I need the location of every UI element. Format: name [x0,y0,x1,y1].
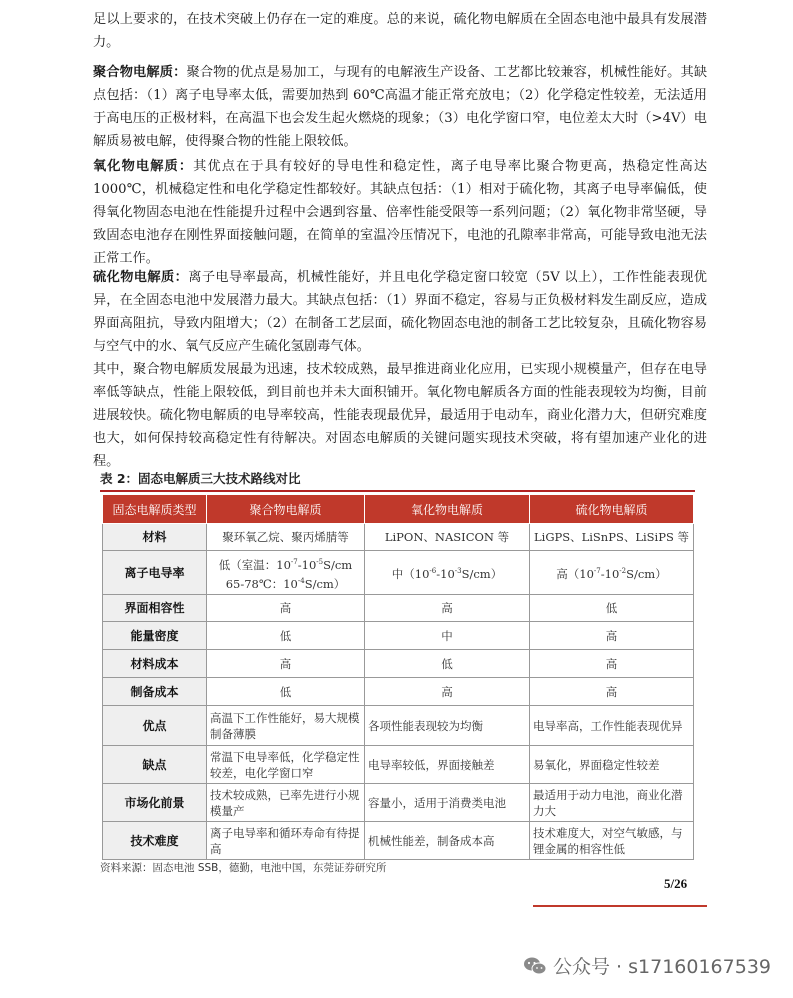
row-label: 材料 [103,524,207,551]
row-label: 材料成本 [103,650,207,678]
table-top-rule [100,490,695,492]
sulfide-title: 硫化物电解质： [93,270,189,285]
cell-sulfide: LiGPS、LiSnPS、LiSiPS 等 [530,524,694,551]
header-oxide: 氧化物电解质 [365,495,530,524]
polymer-title: 聚合物电解质： [93,65,187,80]
table-row [103,678,694,706]
row-label: 能量密度 [103,622,207,650]
cell-polymer: 低 [207,678,365,706]
cell-oxide: 中 [365,622,530,650]
cell-oxide: 高 [365,678,530,706]
row-label: 离子电导率 [103,551,207,595]
cell-sulfide: 高 [530,678,694,706]
cell-oxide: 低 [365,650,530,678]
table-row [103,822,694,860]
cell-sulfide: 高 [530,622,694,650]
cell-polymer: 高温下工作性能好，易大规模制备薄膜 [207,706,365,746]
sulfide-paragraph [93,266,707,358]
conductivity-polymer-line1: 低（室温：$10^{-7}-10^{-5}S/cm$ [218,557,353,572]
oxide-paragraph [93,155,707,270]
row-label: 界面相容性 [103,595,207,622]
intro-text: 足以上要求的，在技术突破上仍存在一定的难度。总的来说，硫化物电解质在全固态电池中最具有发展潜力。 [93,12,707,50]
header-sulfide: 硫化物电解质 [530,495,694,524]
cell-sulfide: 高 [530,650,694,678]
wechat-icon [523,956,547,976]
summary-paragraph [93,358,707,473]
footer-rule [533,905,707,907]
cell-polymer: 常温下电导率低，化学稳定性较差，电化学窗口窄 [207,746,365,784]
cell-sulfide: 技术难度大，对空气敏感，与锂金属的相容性低 [530,822,694,860]
table-caption: 表 2：固态电解质三大技术路线对比 [100,471,301,486]
header-type: 固态电解质类型 [103,495,207,524]
cell-oxide: 电导率较低，界面接触差 [365,746,530,784]
polymer-paragraph [93,61,707,153]
table-row [103,622,694,650]
cell-polymer: 低 [207,622,365,650]
table-row [103,524,694,551]
table-source: 资料来源：固态电池 SSB，德勤，电池中国，东莞证券研究所 [100,862,387,874]
intro-paragraph [93,8,707,54]
cell-polymer: 高 [207,595,365,622]
row-label: 技术难度 [103,822,207,860]
cell-sulfide: 低 [530,595,694,622]
table-row [103,650,694,678]
table-row [103,595,694,622]
comparison-table [102,494,694,860]
cell-sulfide: 易氧化，界面稳定性较差 [530,746,694,784]
table-row [103,784,694,822]
cell-oxide: 机械性能差，制备成本高 [365,822,530,860]
polymer-text: 聚合物的优点是易加工，与现有的电解液生产设备、工艺都比较兼容，机械性能好。其缺点包括：（1）离子电导率太低，需要加热到 60℃高温才能正常充放电；（2）化学稳定性较差，无法适用于高电压的正极材料，在高温下也会发生起火燃烧的现象；（3）电化学窗口窄，电位差太大时（>4V）电解质易被电解，使得聚合物的性能上限较低。 [93,65,708,149]
cell-sulfide: 电导率高，工作性能表现优异 [530,706,694,746]
watermark-text: 公众号 · s17160167539 [553,956,771,978]
header-polymer: 聚合物电解质 [207,495,365,524]
cell-sulfide: 最适用于动力电池，商业化潜力大 [530,784,694,822]
row-label: 优点 [103,706,207,746]
summary-text: 其中，聚合物电解质发展最为迅速，技术较成熟，最早推进商业化应用，已实现小规模量产，但存在电导率低等缺点，性能上限较低，到目前也并未大面积铺开。氧化物电解质各方面的性能表现较为均衡，目前进展较快。硫化物电解质的电导率较高，性能表现最优异，最适用于电动车，商业化潜力大，但研究难度也大，如何保持较高稳定性有待解决。对固态电解质的关键问题实现技术突破，将有望加速产业化的进程。 [93,362,707,469]
page-number: 5/26 [664,876,688,891]
table-row [103,746,694,784]
conductivity-polymer-line2: 65-78℃：$10^{-4}S/cm$） [225,576,346,591]
oxide-title: 氧化物电解质： [93,159,194,174]
sulfide-text: 离子电导率最高，机械性能好，并且电化学稳定窗口较宽（5V 以上），工作性能表现优异，在全固态电池中发展潜力最大。其缺点包括：（1）界面不稳定，容易与正负极材料发生副反应，造成界面高阻抗，导致内阻增大；（2）在制备工艺层面，硫化物固态电池的制备工艺比较复杂，且硫化物容易与空气中的水、氧气反应产生硫化氢剧毒气体。 [93,270,707,354]
row-label: 市场化前景 [103,784,207,822]
cell-oxide: 各项性能表现较为均衡 [365,706,530,746]
watermark [523,952,771,979]
cell-oxide: 高 [365,595,530,622]
row-label: 制备成本 [103,678,207,706]
table-header-row [103,495,694,524]
cell-polymer: 聚环氧乙烷、聚丙烯腈等 [207,524,365,551]
cell-polymer: 高 [207,650,365,678]
cell-oxide: 容量小，适用于消费类电池 [365,784,530,822]
cell-oxide: LiPON、NASICON 等 [365,524,530,551]
table-row [103,706,694,746]
cell-sulfide: 高$(10^{-7}-10^{-2}S/cm)$ [530,551,694,595]
row-label: 缺点 [103,746,207,784]
table-row [103,551,694,595]
oxide-text: 其优点在于具有较好的导电性和稳定性，离子电导率比聚合物更高，热稳定性高达 1000℃，机械稳定性和电化学稳定性都较好。其缺点包括：（1）相对于硫化物，其离子电导率偏低，使得氧化物固态电池在性能提升过程中会遇到容量、倍率性能受限等一系列问题；（2）氧化物非常坚硬，导致固态电池存在刚性界面接触问题，在简单的室温冷压情况下，电池的孔隙率非常高，可能导致电池无法正常工作。 [93,159,708,266]
cell-polymer [207,551,365,595]
cell-polymer: 技术较成熟，已率先进行小规模量产 [207,784,365,822]
cell-polymer: 离子电导率和循环寿命有待提高 [207,822,365,860]
cell-oxide: 中$(10^{-6}-10^{-3}S/cm)$ [365,551,530,595]
